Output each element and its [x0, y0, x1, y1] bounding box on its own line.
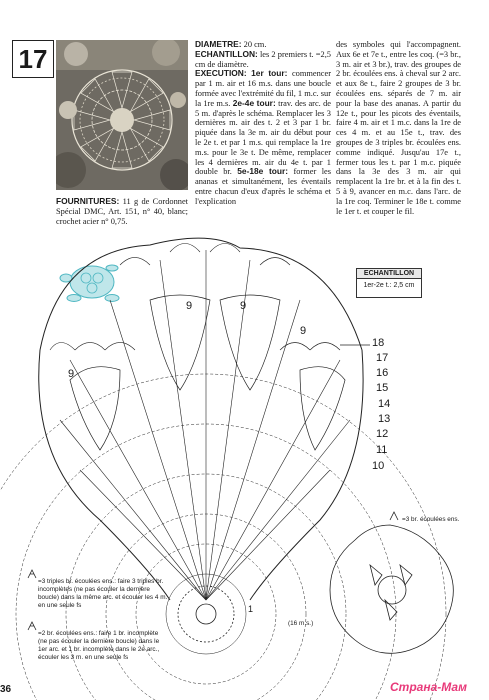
fournitures-label: FOURNITURES: — [56, 196, 120, 206]
fournitures-body: 11 g de Cordonnet Spécial DMC, Art. 151, n° 40, blanc; crochet acier n° 0,75. — [56, 197, 189, 226]
watermark: Страна-Мам — [390, 680, 467, 694]
tour5-label: 5e-18e tour: — [237, 166, 289, 177]
row-number-17: 17 — [376, 352, 389, 364]
diametre-value: 20 cm. — [243, 40, 267, 49]
legend-trois-br: =3 br. écoulées ens. — [402, 516, 460, 523]
tour1-label: 1er tour: — [251, 68, 288, 79]
motif-diagram — [330, 525, 453, 653]
row-number-9a: 9 — [68, 368, 75, 380]
execution-label: EXECUTION: — [195, 68, 247, 79]
row-number-9d: 9 — [300, 325, 307, 337]
row-number-12: 12 — [376, 428, 389, 440]
row-number-9b: 9 — [186, 300, 193, 312]
center-number: 1 — [248, 604, 254, 614]
page-number: 36 — [0, 684, 12, 695]
tour5-text: former les ananas et simultanément, les éventails entre chacun d'eux d'après le schéma et l'explication — [195, 167, 331, 206]
tour1-text: commencer par 1 m. air et 16 m.s. dans une boucle formée avec l'extrémité du fil, 1 m.c. sur la 1re m.s. — [195, 69, 331, 108]
echantillon-label: ECHANTILLON: — [195, 48, 258, 59]
sample-box-value: 1er-2e t.: 2,5 cm — [363, 282, 415, 289]
row-number-16: 16 — [376, 367, 389, 379]
row-number-18: 18 — [372, 337, 385, 349]
row-number-15: 15 — [376, 382, 389, 394]
center-label: (16 m.s.) — [288, 620, 314, 627]
row-number-13: 13 — [378, 413, 391, 425]
tour2-label: 2e-4e tour: — [232, 97, 276, 108]
instructions-column-2: des symboles qui l'accompagnent. Aux 6e et 7e t., entre les coq. (=3 br., 3 m. air et 3 br.), trav. des groupes de 2 br. écoulées ens. à cheval sur 2 arc. et aux 8e t., faire 2 groupes de 3 br. écoulées ens. séparés de 7 m. air pour la base des ananas. A partir du 12e t., pour les picots des éventails, faire 4 m. air et 1 m.c. dans la 1re de ces 4 m. et au 15e t., trav. des groupes de 3 triples br. écoulées ens. comme indiqué. Jusqu'au 17e t., fermer tous les t. par 1 m.c. piquée dans la 3e des 3 m. air qui remplacent la 1re br. et à la fin des t. 5 à 9, avancer en m.c. dans l'arc. de la 1re coq. Terminer le 18e t. comme le 1er t. et couper le fil. — [336, 40, 461, 216]
sample-box-title: ECHANTILLON — [357, 269, 421, 279]
legend-triples: =3 triples br. écoulées ens.: faire 3 triples br. incomplètes (ne pas écouler la dernière boucle) dans la même arc. et écouler les 4 m. en une seule fs — [38, 578, 168, 609]
row-number-9c: 9 — [240, 300, 247, 312]
tour2-text: trav. des arc. de 5 m. d'après le schéma. Remplacer les 3 dernières m. air des t. 2 et 3 par 1 br. piquée dans la 3e m. air du début pour le 2e t. et par 1 m.s. qui remplace la 1re m.s. pour le 3e t. De même, remplacer les 4 dernières m. air du 4e t. par 1 double br. — [195, 98, 331, 177]
legend-symbols — [28, 512, 398, 630]
row-number-11: 11 — [376, 444, 388, 456]
legend-doubles: =2 br. écoulées ens.: faire 1 br. incomplète (ne pas écouler la dernière boucle) dans le 1er arc. et 1 br. incomplète dans le 2e arc., écouler les 3 m. en une seule fs — [38, 630, 160, 661]
echantillon-value: les 2 premiers t. =2,5 cm de diamètre. — [195, 49, 331, 69]
pattern-number: 17 — [12, 40, 54, 78]
diametre-label: DIAMETRE: — [195, 39, 242, 49]
row-number-14: 14 — [378, 398, 391, 410]
row-number-10: 10 — [372, 460, 385, 472]
